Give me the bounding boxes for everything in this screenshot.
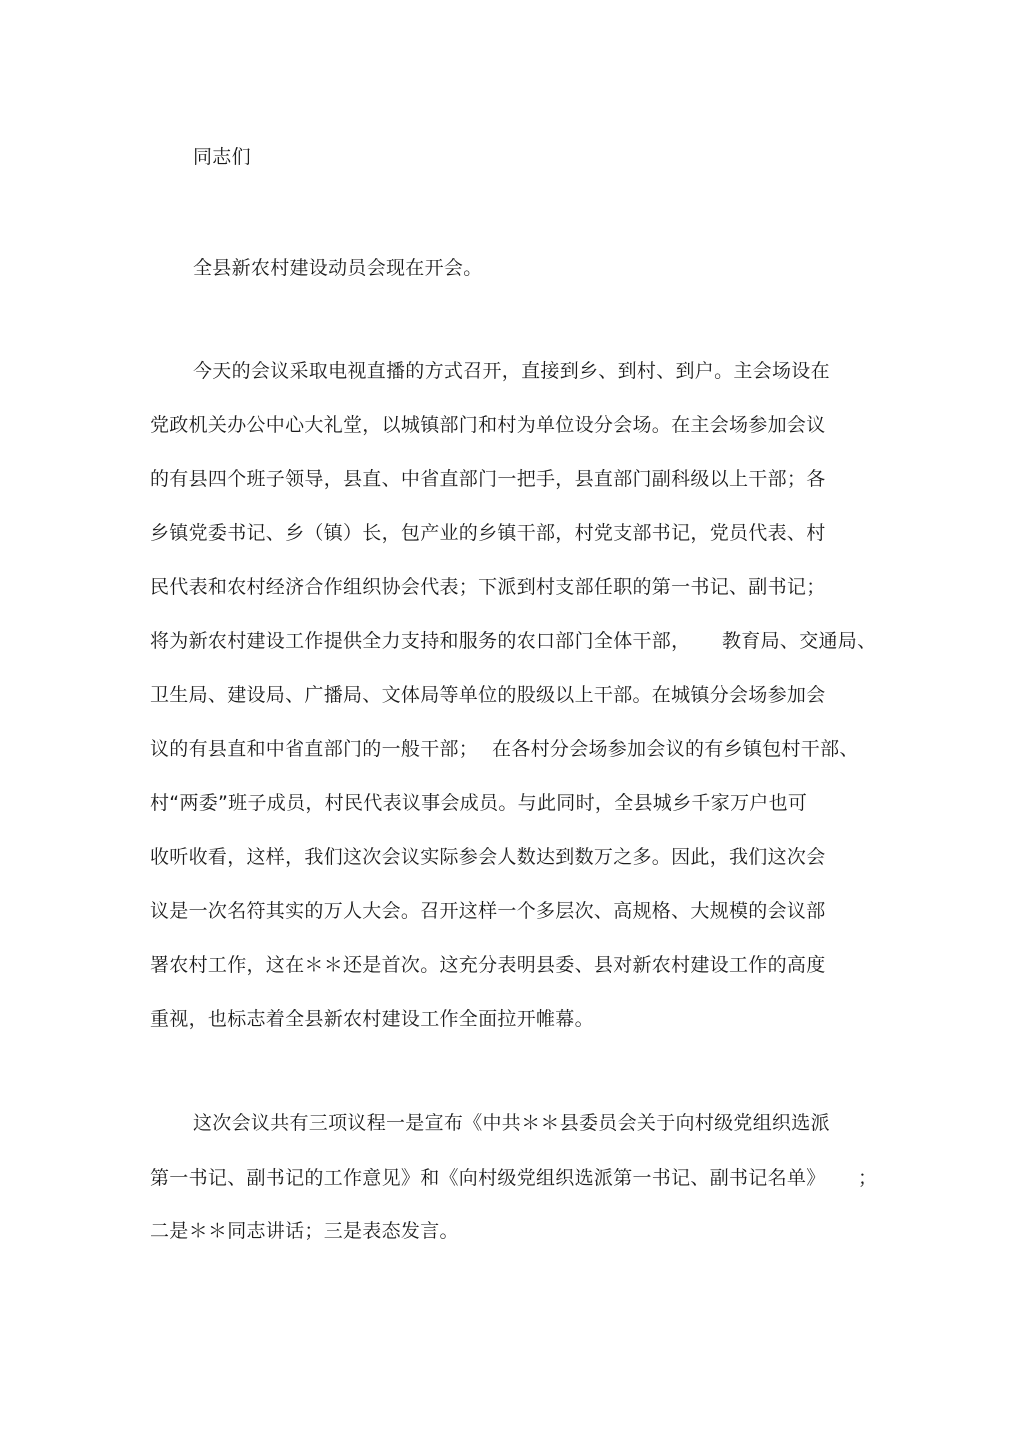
paragraph-line: 二是＊＊同志讲话；三是表态发言。 — [150, 1220, 459, 1242]
paragraph-line: 收听收看，这样，我们这次会议实际参会人数达到数万之多。因此，我们这次会 — [150, 846, 826, 868]
paragraph-line-tail: ； — [858, 1167, 878, 1189]
paragraph-line: 的有县四个班子领导，县直、中省直部门一把手，县直部门副科级以上干部；各 — [150, 468, 826, 490]
salutation: 同志们 — [193, 146, 251, 168]
paragraph-line: 第一书记、副书记的工作意见》和《向村级党组织选派第一书记、副书记名单》 — [150, 1167, 826, 1189]
paragraph-line: 将为新农村建设工作提供全力支持和服务的农口部门全体干部， — [150, 630, 691, 652]
paragraph-line: 卫生局、建设局、广播局、文体局等单位的股级以上干部。在城镇分会场参加会 — [150, 684, 826, 706]
paragraph-opening: 全县新农村建设动员会现在开会。 — [193, 257, 483, 279]
paragraph-line: 村“两委”班子成员，村民代表议事会成员。与此同时，全县城乡千家万户也可 — [150, 792, 808, 814]
paragraph-line: 今天的会议采取电视直播的方式召开，直接到乡、到村、到户。主会场设在 — [193, 360, 830, 382]
paragraph-line: 乡镇党委书记、乡（镇）长，包产业的乡镇干部，村党支部书记，党员代表、村 — [150, 522, 826, 544]
paragraph-line: 议的有县直和中省直部门的一般干部； — [150, 738, 479, 760]
paragraph-line: 重视，也标志着全县新农村建设工作全面拉开帷幕。 — [150, 1008, 594, 1030]
paragraph-line: 这次会议共有三项议程一是宣布《中共＊＊县委员会关于向村级党组织选派 — [193, 1112, 830, 1134]
paragraph-line-tail: 教育局、交通局、 — [722, 630, 877, 652]
paragraph-line: 民代表和农村经济合作组织协会代表；下派到村支部任职的第一书记、副书记； — [150, 576, 826, 598]
paragraph-line: 署农村工作，这在＊＊还是首次。这充分表明县委、县对新农村建设工作的高度 — [150, 954, 826, 976]
paragraph-line-tail: 在各村分会场参加会议的有乡镇包村干部、 — [492, 738, 859, 760]
paragraph-line: 党政机关办公中心大礼堂，以城镇部门和村为单位设分会场。在主会场参加会议 — [150, 414, 826, 436]
paragraph-line: 议是一次名符其实的万人大会。召开这样一个多层次、高规格、大规模的会议部 — [150, 900, 826, 922]
